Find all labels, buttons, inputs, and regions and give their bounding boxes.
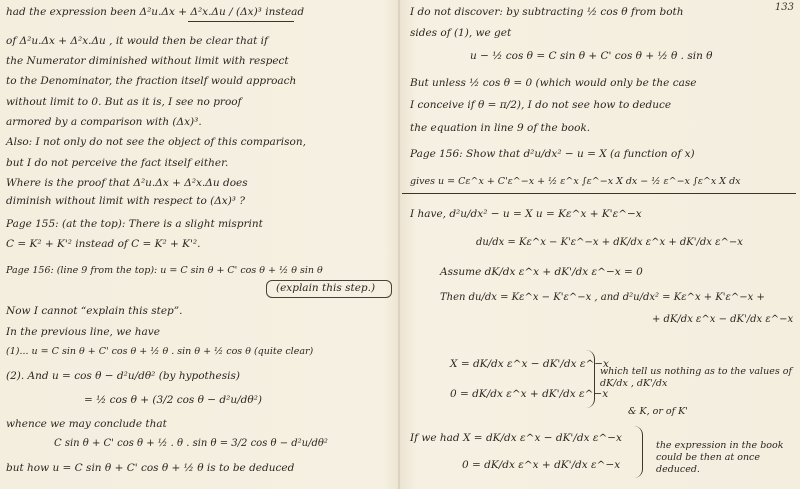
left-line-6: armored by a comparison with (Δx)³. [6,116,202,128]
left-line-10: diminish without limit with respect to (Δx)³ ? [6,195,245,207]
left-line-5: without limit to 0. But as it is, I see no proof [6,96,242,108]
left-line-15: Now I cannot “explain this step”. [6,305,183,317]
right-line-7: Page 156: Show that d²u/dx² − u = X (a function of x) [410,148,695,160]
left-line-17: (1)... u = C sin θ + C' cos θ + ½ θ . sin θ + ½ cos θ (quite clear) [6,346,314,357]
left-line-9: Where is the proof that Δ²u.Δx + Δ²x.Δu does [6,177,248,189]
right-line-4: But unless ½ cos θ = 0 (which would only be the case [410,77,697,89]
right-line-13: + dK/dx ε^x − dK'/dx ε^−x [652,314,794,325]
left-line-14: (explain this step.) [276,282,376,294]
right-line-9: I have, d²u/dx² − u = X u = Kε^x + K'ε^−x [410,208,642,220]
right-line-12: Then du/dx = Kε^x − K'ε^−x , and d²u/dx² = Kε^x + K'ε^−x + [440,292,765,303]
left-line-1: had the expression been Δ²u.Δx + Δ²x.Δu / (Δx)³ instead [6,6,305,18]
left-line-19: = ½ cos θ + (3/2 cos θ − d²u/dθ²) [84,394,263,406]
left-line-12: C = K² + K'² instead of C = K² + K'². [6,238,201,250]
page-fold [398,0,400,489]
right-line-15: 0 = dK/dx ε^x + dK'/dx ε^−x [450,388,609,400]
left-line-3: the Numerator diminished without limit with respect [6,55,289,67]
right-line-6: the equation in line 9 of the book. [410,122,591,134]
right-line-19: 0 = dK/dx ε^x + dK'/dx ε^−x [462,459,621,471]
left-line-13: Page 156: (line 9 from the top): u = C sin θ + C' cos θ + ½ θ sin θ [6,265,323,276]
right-line-3: u − ½ cos θ = C sin θ + C' cos θ + ½ θ . sin θ [470,50,713,62]
right-line-8: gives u = Cε^x + C'ε^−x + ½ ε^x ∫ε^−x X dx − ½ ε^−x ∫ε^x X dx [410,176,741,187]
fraction-bar [188,21,294,22]
left-line-2: of Δ²u.Δx + Δ²x.Δu , it would then be clear that if [6,35,268,47]
right-line-18: If we had X = dK/dx ε^x − dK'/dx ε^−x [410,432,622,444]
left-line-18: (2). And u = cos θ − d²u/dθ² (by hypothesis) [6,370,240,382]
right-line-20: the expression in the book could be then at once deduced. [656,440,784,475]
left-line-8: but I do not perceive the fact itself either. [6,157,229,169]
section-divider [402,193,796,194]
right-line-10: du/dx = Kε^x − K'ε^−x + dK/dx ε^x + dK'/dx ε^−x [476,237,743,248]
left-line-21: C sin θ + C' cos θ + ½ . θ . sin θ = 3/2 cos θ − d²u/dθ² [54,438,328,449]
right-line-2: sides of (1), we get [410,27,512,39]
curly-brace-2 [634,426,643,478]
right-line-1: I do not discover: by subtracting ½ cos θ from both [410,6,684,18]
right-line-16: which tell us nothing as to the values of dK/dx , dK'/dx [600,366,792,389]
right-line-11: Assume dK/dx ε^x + dK'/dx ε^−x = 0 [440,266,643,278]
left-line-22: but how u = C sin θ + C' cos θ + ½ θ is to be deduced [6,462,295,474]
right-line-5: I conceive if θ = π/2), I do not see how to deduce [410,99,672,111]
left-line-16: In the previous line, we have [6,326,160,338]
left-line-4: to the Denominator, the fraction itself would approach [6,75,297,87]
right-line-17: & K, or of K' [628,406,688,417]
left-line-7: Also: I not only do not see the object of this comparison, [6,136,306,148]
left-line-11: Page 155: (at the top): There is a slight misprint [6,218,263,230]
left-line-20: whence we may conclude that [6,418,167,430]
right-line-14: X = dK/dx ε^x − dK'/dx ε^−x [450,358,609,370]
curly-brace [586,350,595,408]
page-number: 133 [774,2,794,13]
